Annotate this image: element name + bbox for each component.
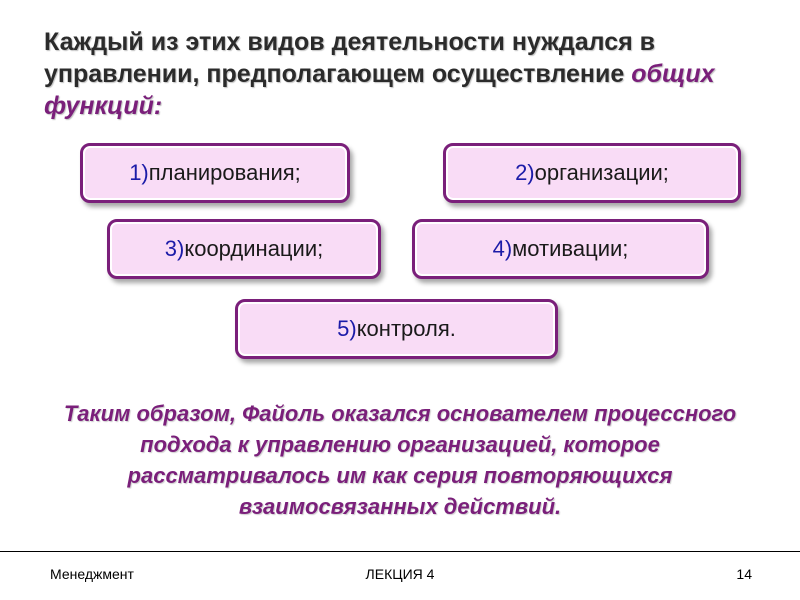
conclusion-text: Таким образом, Файоль оказался основателем процессного подхода к управлению организацией, которое рассматривалось им как серия повторяющихся взаимосвязанных действий.	[63, 401, 737, 519]
function-number: 1)	[129, 160, 149, 185]
heading-accent-text: общих функций:	[44, 60, 715, 120]
function-number: 4)	[492, 236, 513, 261]
footer-lecture-label: ЛЕКЦИЯ 4	[365, 566, 435, 582]
footer-divider	[0, 551, 800, 552]
function-number: 5)	[337, 316, 357, 341]
function-box-planning	[80, 143, 350, 203]
function-number: 2)	[515, 160, 535, 185]
function-box-control	[235, 299, 558, 359]
function-label: организации;	[534, 160, 669, 185]
function-label: планирования;	[148, 160, 301, 185]
function-label: контроля.	[356, 316, 456, 341]
function-box-organization	[443, 143, 741, 203]
function-number: 3)	[164, 236, 185, 261]
function-box-motivation	[412, 219, 709, 279]
footer-course-name: Менеджмент	[50, 566, 134, 582]
function-label: мотивации;	[512, 236, 629, 261]
slide-heading	[44, 26, 784, 122]
heading-main-text: Каждый из этих видов деятельности нуждался в управлении, предполагающем осуществление	[44, 28, 656, 88]
function-box-coordination	[107, 219, 381, 279]
footer-page-number: 14	[736, 566, 752, 582]
function-label: координации;	[184, 236, 324, 261]
